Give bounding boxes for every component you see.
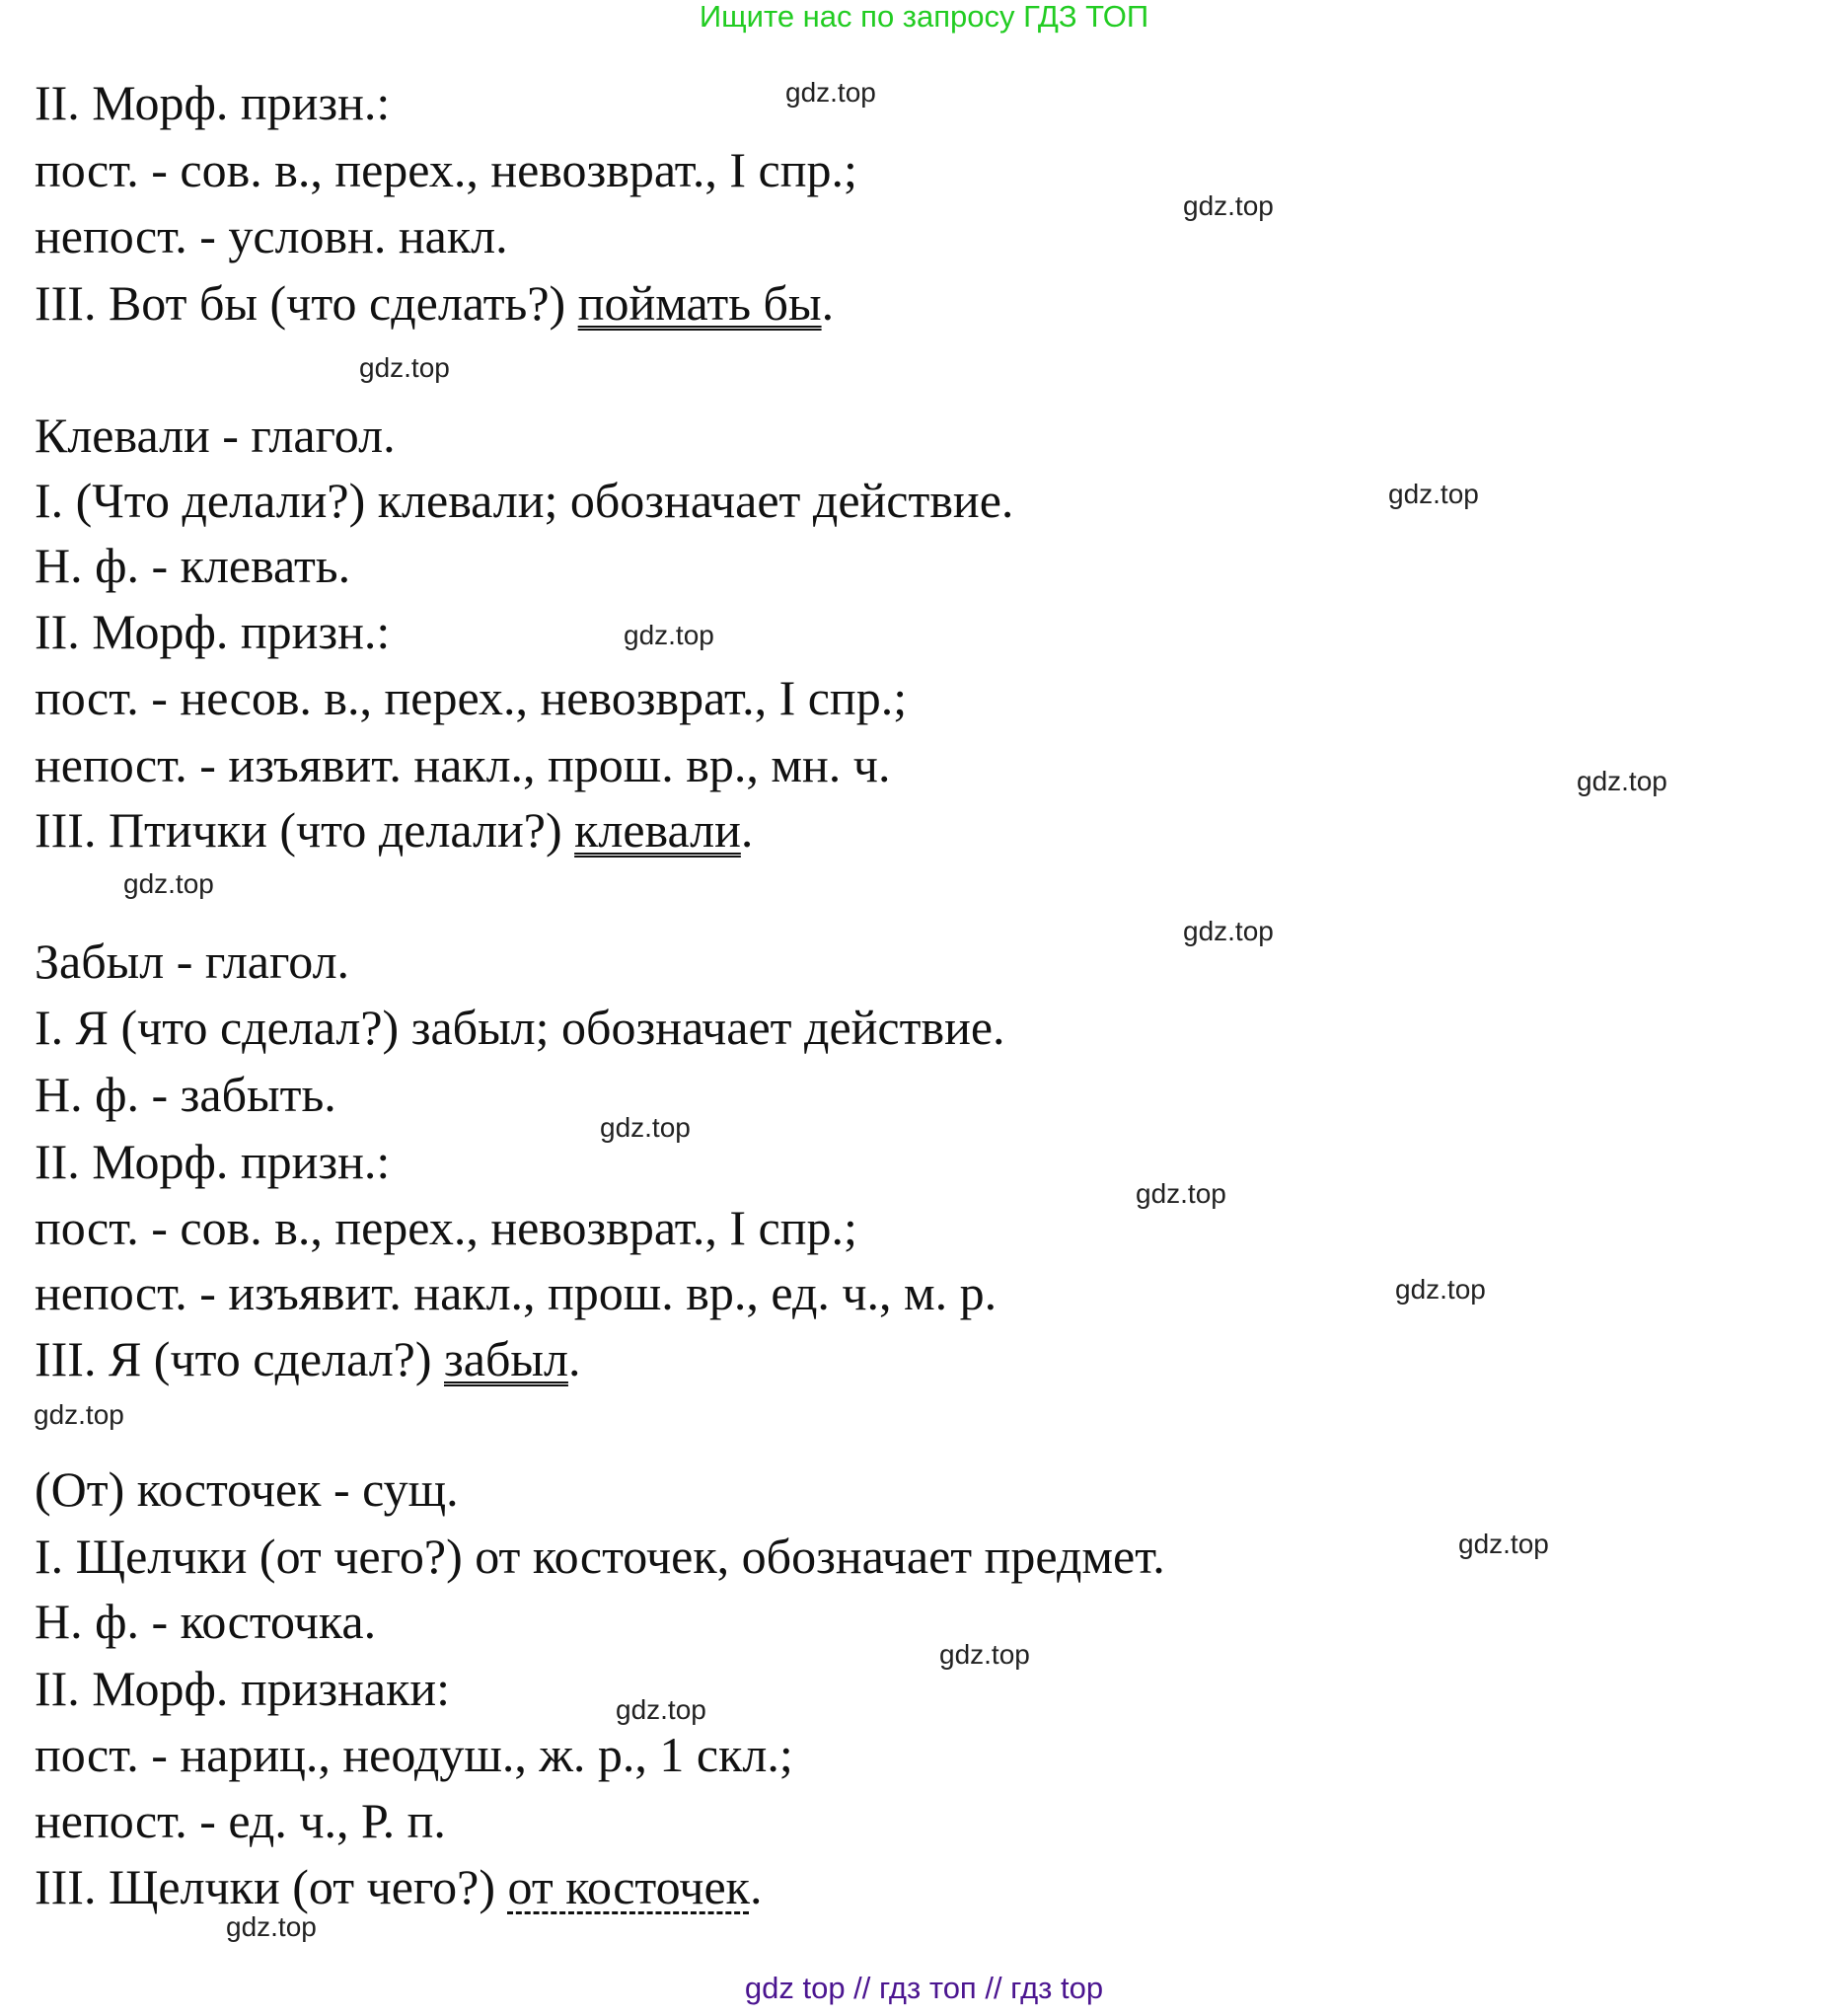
- text-line: [35, 1263, 997, 1322]
- line-text: пост. - сов. в., перех., невозврат., I спр.;: [35, 1200, 857, 1255]
- line-text: Забыл - глагол.: [35, 933, 350, 989]
- line-text: Н. ф. - клевать.: [35, 538, 351, 593]
- line-punctuation: .: [821, 275, 835, 331]
- watermark: gdz.top: [123, 868, 214, 899]
- watermark: gdz.top: [1388, 479, 1479, 509]
- watermark: gdz.top: [1395, 1274, 1486, 1305]
- line-text: II. Морф. призн.:: [35, 75, 391, 130]
- line-text: непост. - изъявит. накл., прош. вр., мн. ч.: [35, 737, 891, 792]
- watermark: gdz.top: [624, 620, 714, 650]
- text-line: [35, 1527, 1165, 1586]
- watermark: gdz.top: [1577, 766, 1667, 796]
- line-text: I. Щелчки (от чего?) от косточек, обозначает предмет.: [35, 1529, 1165, 1584]
- watermark: gdz.top: [939, 1639, 1030, 1670]
- text-line: [35, 1198, 857, 1257]
- line-text: Клевали - глагол.: [35, 408, 396, 463]
- watermark: gdz.top: [1136, 1178, 1226, 1209]
- line-text: (От) косточек - сущ.: [35, 1461, 459, 1517]
- line-text: пост. - несов. в., перех., невозврат., I спр.;: [35, 670, 908, 725]
- watermark: gdz.top: [785, 77, 876, 108]
- search-promo-banner: Ищите нас по запросу ГДЗ ТОП: [699, 0, 1149, 34]
- line-text: III. Вот бы (что сделать?): [35, 275, 578, 331]
- text-line: [35, 668, 907, 727]
- line-text: пост. - сов. в., перех., невозврат., I спр.;: [35, 142, 857, 197]
- line-punctuation: .: [740, 802, 754, 858]
- line-text: I. (Что делали?) клевали; обозначает действие.: [35, 473, 1014, 528]
- text-line: [35, 735, 890, 794]
- text-line: [35, 1857, 762, 1916]
- text-line: [35, 273, 834, 333]
- watermark: gdz.top: [226, 1911, 317, 1942]
- watermark: gdz.top: [359, 352, 450, 383]
- watermark: gdz.top: [1183, 916, 1274, 946]
- text-line: [35, 471, 1013, 530]
- text-line: [35, 932, 349, 991]
- underlined-answer: клевали: [574, 802, 741, 858]
- line-text: III. Птички (что делали?): [35, 802, 575, 858]
- text-line: [35, 406, 396, 465]
- text-line: [35, 800, 753, 859]
- text-line: [35, 1659, 450, 1718]
- watermark: gdz.top: [600, 1112, 691, 1143]
- text-line: [35, 1065, 336, 1124]
- line-text: непост. - ед. ч., Р. п.: [35, 1793, 446, 1848]
- text-line: [35, 1459, 459, 1519]
- watermark: gdz.top: [1183, 190, 1274, 221]
- text-line: [35, 1725, 793, 1784]
- watermark: gdz.top: [34, 1399, 124, 1430]
- line-text: III. Щелчки (от чего?): [35, 1859, 508, 1914]
- watermark: gdz.top: [1458, 1529, 1549, 1559]
- line-text: I. Я (что сделал?) забыл; обозначает действие.: [35, 1000, 1005, 1055]
- underlined-answer: забыл: [444, 1331, 568, 1386]
- text-line: [35, 140, 857, 199]
- line-text: II. Морф. признаки:: [35, 1661, 451, 1716]
- line-text: пост. - нариц., неодуш., ж. р., 1 скл.;: [35, 1727, 793, 1782]
- text-line: [35, 998, 1005, 1057]
- underlined-answer: от косточек: [507, 1859, 750, 1914]
- line-text: Н. ф. - косточка.: [35, 1594, 377, 1649]
- line-text: II. Морф. призн.:: [35, 604, 391, 659]
- line-text: III. Я (что сделал?): [35, 1331, 444, 1386]
- text-line: [35, 73, 390, 132]
- line-text: II. Морф. призн.:: [35, 1134, 391, 1189]
- text-line: [35, 1791, 446, 1850]
- text-line: [35, 1592, 376, 1651]
- line-punctuation: .: [749, 1859, 763, 1914]
- line-text: Н. ф. - забыть.: [35, 1067, 336, 1122]
- footer-links: gdz top // гдз топ // гдз top: [744, 1971, 1104, 2005]
- line-text: непост. - условн. накл.: [35, 208, 508, 263]
- text-line: [35, 206, 508, 265]
- line-punctuation: .: [567, 1331, 581, 1386]
- text-line: [35, 1132, 390, 1191]
- text-line: [35, 536, 350, 595]
- text-line: [35, 1329, 580, 1388]
- watermark: gdz.top: [616, 1694, 706, 1725]
- line-text: непост. - изъявит. накл., прош. вр., ед. ч., м. р.: [35, 1265, 998, 1320]
- text-line: [35, 602, 390, 661]
- underlined-answer: поймать бы: [577, 275, 822, 331]
